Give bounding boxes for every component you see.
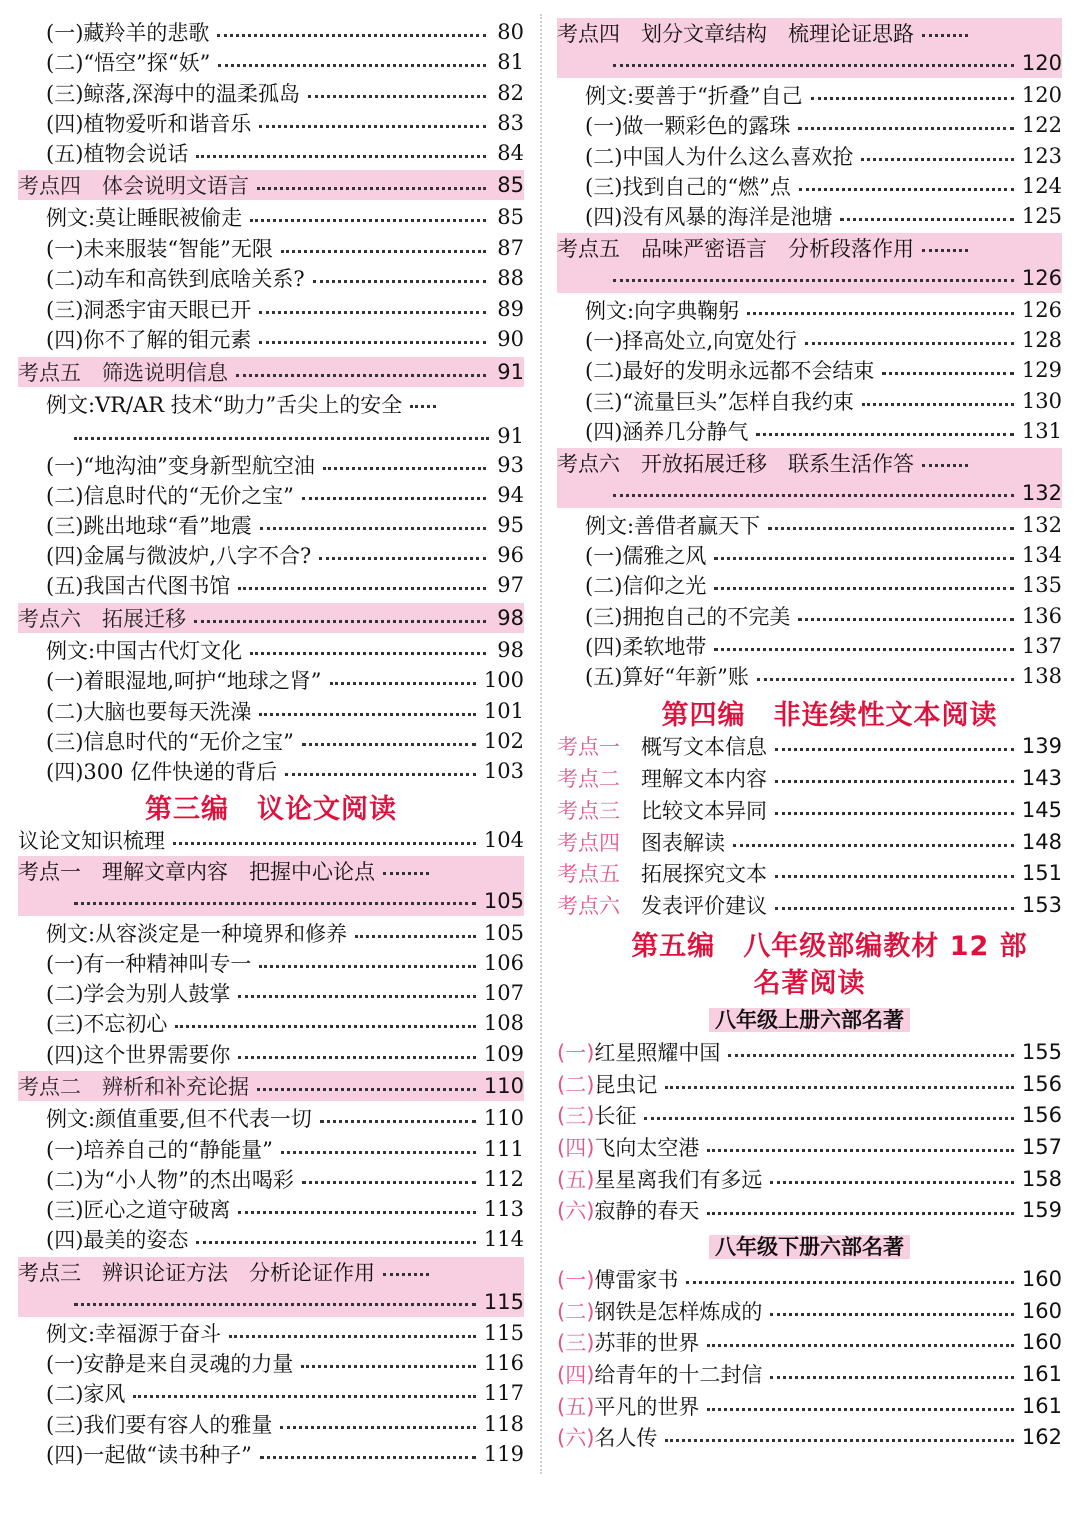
toc-entry[interactable]: (二)大脑也要每天洗澡 101 (46, 699, 524, 724)
toc-entry[interactable]: (四)飞向太空港 157 (557, 1135, 1062, 1160)
toc-entry[interactable]: (三)匠心之道守破离 113 (46, 1197, 524, 1222)
toc-entry[interactable]: (三)长征 156 (557, 1103, 1062, 1128)
toc-entry[interactable]: 例文:要善于“折叠”自己 120 (585, 83, 1062, 108)
toc-entry[interactable]: (一)“地沟油”变身新型航空油 93 (46, 453, 524, 478)
part-title: 第三编 议论文阅读 (145, 794, 397, 825)
toc-entry[interactable]: (二)钢铁是怎样炼成的 160 (557, 1299, 1062, 1324)
toc-entry[interactable]: 考点三 比较文本异同 145 (557, 798, 1062, 823)
toc-entry[interactable]: (四)你不了解的钼元素 90 (46, 327, 524, 352)
toc-entry[interactable]: 例文:从容淡定是一种境界和修养 105 (46, 921, 524, 946)
toc-entry[interactable]: (二)为“小人物”的杰出喝彩 112 (46, 1167, 524, 1192)
section-heading[interactable]: 考点六 开放拓展迁移 联系生活作答 132 (557, 448, 1062, 508)
toc-entry[interactable]: 考点二 理解文本内容 143 (557, 766, 1062, 791)
part-title: 名著阅读 (753, 968, 866, 999)
toc-entry[interactable]: (二)中国人为什么这么喜欢抢 123 (585, 144, 1062, 169)
toc-entry[interactable]: (五)平凡的世界 161 (557, 1394, 1062, 1419)
toc-entry[interactable]: (四)植物爱听和谐音乐 83 (46, 111, 524, 136)
toc-entry[interactable]: (三)拥抱自己的不完美 136 (585, 604, 1062, 629)
section-heading[interactable]: 考点五 品味严密语言 分析段落作用 126 (557, 233, 1062, 293)
toc-entry[interactable]: (四)没有风暴的海洋是池塘 125 (585, 204, 1062, 229)
toc-entry[interactable]: (一)着眼湿地,呵护“地球之肾” 100 (46, 668, 524, 693)
toc-entry[interactable]: (五)星星离我们有多远 158 (557, 1167, 1062, 1192)
toc-entry[interactable]: 例文:中国古代灯文化 98 (46, 638, 524, 663)
toc-entry[interactable]: (六)名人传 162 (557, 1425, 1062, 1450)
toc-entry[interactable]: (二)最好的发明永远都不会结束 129 (585, 358, 1062, 383)
section-heading[interactable]: 考点四 划分文章结构 梳理论证思路 120 (557, 18, 1062, 78)
toc-entry[interactable]: (三)不忘初心 108 (46, 1011, 524, 1036)
part-title: 第四编 非连续性文本阅读 (661, 700, 998, 731)
toc-entry[interactable]: (一)傅雷家书 160 (557, 1267, 1062, 1292)
section-heading[interactable]: 考点一 理解文章内容 把握中心论点 105 (18, 856, 524, 916)
toc-entry[interactable]: 例文:善借者赢天下 132 (585, 513, 1062, 538)
toc-entry[interactable]: (四)300 亿件快递的背后 103 (46, 759, 524, 784)
toc-entry[interactable]: 考点一 概写文本信息 139 (557, 734, 1062, 759)
toc-entry[interactable]: (二)动车和高铁到底啥关系? 88 (46, 266, 524, 291)
toc-entry[interactable]: (四)金属与微波炉,八字不合? 96 (46, 543, 524, 568)
toc-entry[interactable]: (四)给青年的十二封信 161 (557, 1362, 1062, 1387)
toc-entry[interactable]: (一)安静是来自灵魂的力量 116 (46, 1351, 524, 1376)
toc-entry[interactable]: 例文:向字典鞠躬 126 (585, 298, 1062, 323)
toc-entry[interactable]: (四)柔软地带 137 (585, 634, 1062, 659)
section-heading[interactable]: 考点六 拓展迁移 98 (18, 603, 524, 633)
toc-entry[interactable]: (三)洞悉宇宙天眼已开 89 (46, 297, 524, 322)
section-heading[interactable]: 考点三 辨识论证方法 分析论证作用 115 (18, 1257, 524, 1317)
toc-entry[interactable]: (二)昆虫记 156 (557, 1072, 1062, 1097)
toc-entry[interactable]: (一)红星照耀中国 155 (557, 1040, 1062, 1065)
toc-entry[interactable]: (一)做一颗彩色的露珠 122 (585, 113, 1062, 138)
toc-entry[interactable]: (三)找到自己的“燃”点 124 (585, 174, 1062, 199)
toc-entry[interactable]: 例文:VR/AR 技术“助力”舌尖上的安全 91 (46, 393, 524, 448)
toc-entry[interactable]: (六)寂静的春天 159 (557, 1198, 1062, 1223)
toc-entry[interactable]: 例文:莫让睡眠被偷走 85 (46, 205, 524, 230)
section-heading[interactable]: 考点四 体会说明文语言 85 (18, 170, 524, 200)
subsection-title: 八年级下册六部名著 (557, 1231, 1062, 1261)
toc-entry[interactable]: 议论文知识梳理 104 (18, 828, 524, 853)
toc-entry[interactable]: (四)一起做“读书种子” 119 (46, 1442, 524, 1467)
toc-entry[interactable]: (三)信息时代的“无价之宝” 102 (46, 729, 524, 754)
toc-entry[interactable]: (三)鲸落,深海中的温柔孤岛 82 (46, 81, 524, 106)
section-heading[interactable]: 考点五 筛选说明信息 91 (18, 357, 524, 387)
toc-entry[interactable]: (二)家风 117 (46, 1381, 524, 1406)
toc-entry[interactable]: (三)“流量巨头”怎样自我约束 130 (585, 389, 1062, 414)
subsection-title: 八年级上册六部名著 (557, 1004, 1062, 1034)
toc-entry[interactable]: (三)跳出地球“看”地震 95 (46, 513, 524, 538)
toc-entry[interactable]: (四)涵养几分静气 131 (585, 419, 1062, 444)
toc-entry[interactable]: (三)苏菲的世界 160 (557, 1330, 1062, 1355)
toc-entry[interactable]: (二)“悟空”探“妖” 81 (46, 50, 524, 75)
toc-entry[interactable]: (一)择高处立,向宽处行 128 (585, 328, 1062, 353)
column-divider (540, 14, 542, 1474)
toc-entry[interactable]: (四)这个世界需要你 109 (46, 1042, 524, 1067)
toc-entry[interactable]: (二)学会为别人鼓掌 107 (46, 981, 524, 1006)
toc-entry[interactable]: (五)算好“年新”账 138 (585, 664, 1062, 689)
toc-entry[interactable]: 例文:幸福源于奋斗 115 (46, 1321, 524, 1346)
toc-entry[interactable]: (一)未来服装“智能”无限 87 (46, 236, 524, 261)
section-heading[interactable]: 考点二 辨析和补充论据 110 (18, 1071, 524, 1101)
toc-entry[interactable]: (一)儒雅之风 134 (585, 543, 1062, 568)
toc-entry[interactable]: (五)植物会说话 84 (46, 141, 524, 166)
toc-entry[interactable]: (三)我们要有容人的雅量 118 (46, 1412, 524, 1437)
toc-entry[interactable]: 考点六 发表评价建议 153 (557, 893, 1062, 918)
toc-entry[interactable]: 例文:颜值重要,但不代表一切 110 (46, 1106, 524, 1131)
toc-entry[interactable]: (五)我国古代图书馆 97 (46, 573, 524, 598)
toc-entry[interactable]: (二)信息时代的“无价之宝” 94 (46, 483, 524, 508)
toc-entry[interactable]: (四)最美的姿态 114 (46, 1227, 524, 1252)
toc-entry[interactable]: (二)信仰之光 135 (585, 573, 1062, 598)
toc-entry[interactable]: (一)有一种精神叫专一 106 (46, 951, 524, 976)
toc-entry[interactable]: (一)藏羚羊的悲歌 80 (46, 20, 524, 45)
toc-entry[interactable]: 考点五 拓展探究文本 151 (557, 861, 1062, 886)
part-title: 第五编 八年级部编教材 12 部 (631, 931, 1028, 962)
toc-entry[interactable]: (一)培养自己的“静能量” 111 (46, 1137, 524, 1162)
toc-entry[interactable]: 考点四 图表解读 148 (557, 830, 1062, 855)
